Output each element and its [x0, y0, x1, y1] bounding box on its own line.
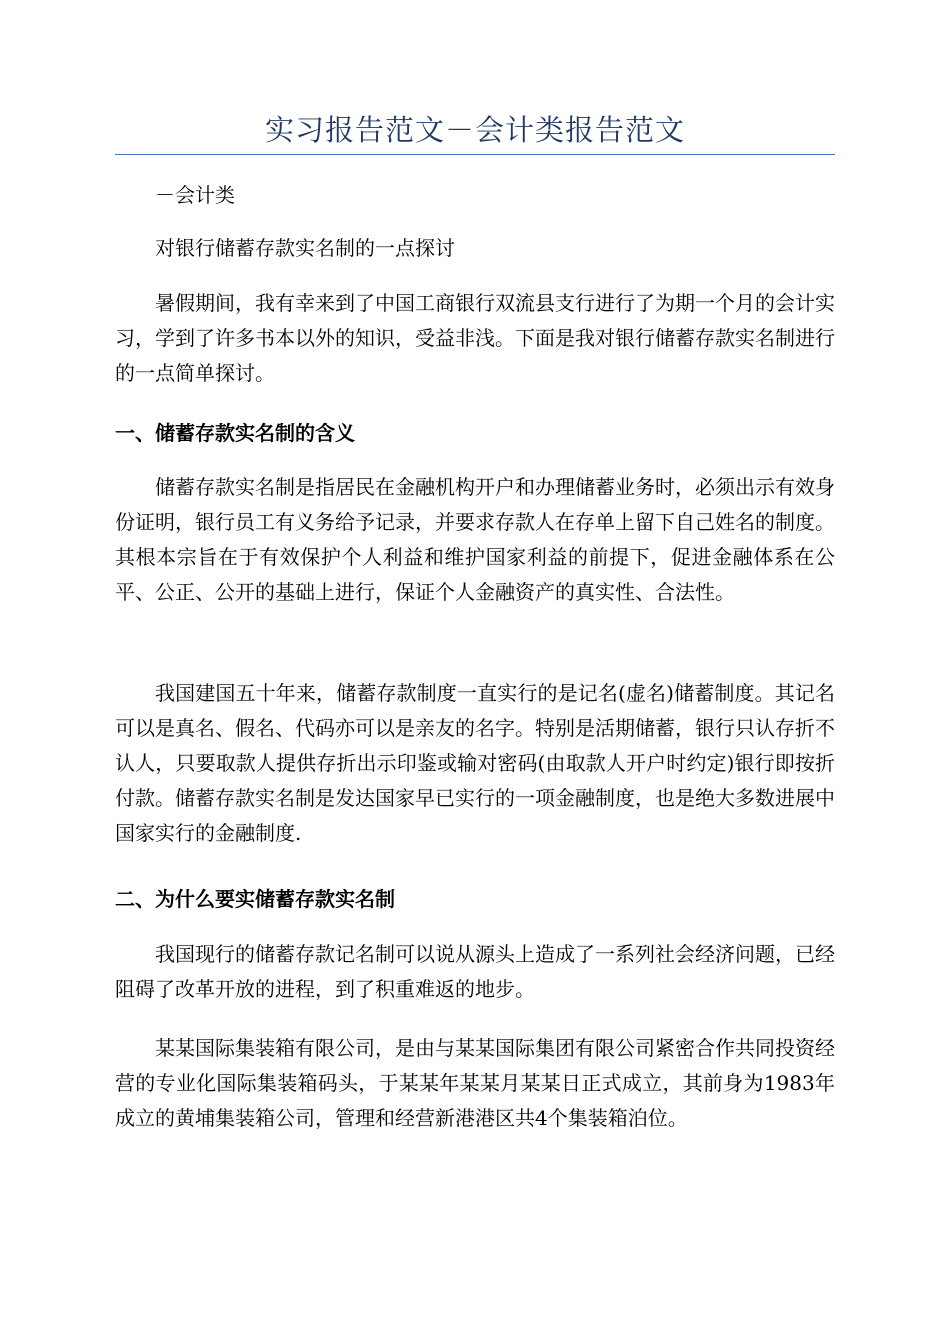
- document-title: 实习报告范文－会计类报告范文: [264, 113, 685, 147]
- section-heading-2: 二、为什么要实储蓄存款实名制: [115, 887, 395, 911]
- section2-paragraph-1: 我国现行的储蓄存款记名制可以说从源头上造成了一系列社会经济问题，已经阻碍了改革开放的进程，到了积重难返的地步。: [115, 942, 835, 1001]
- section1-paragraph-1: 储蓄存款实名制是指居民在金融机构开户和办理储蓄业务时，必须出示有效身份证明，银行员工有义务给予记录，并要求存款人在存单上留下自己姓名的制度。其根本宗旨在于有效保护个人利益和维护国家利益的前提下，促进金融体系在公平、公正、公开的基础上进行，保证个人金融资产的真实性、合法性。: [115, 475, 835, 604]
- section2-paragraph-2: 某某国际集装箱有限公司，是由与某某国际集团有限公司紧密合作共同投资经营的专业化国际集装箱码头，于某某年某某月某某日正式成立，其前身为1983年成立的黄埔集装箱公司，管理和经营新港港区共4个集装箱泊位。: [115, 1036, 835, 1130]
- section-heading-1: 一、储蓄存款实名制的含义: [115, 421, 355, 445]
- title-underline: [115, 154, 835, 155]
- section1-paragraph-2: 我国建国五十年来，储蓄存款制度一直实行的是记名(虚名)储蓄制度。其记名可以是真名、假名、代码亦可以是亲友的名字。特别是活期储蓄，银行只认存折不认人，只要取款人提供存折出示印鉴或输对密码(由取款人开户时约定)银行即按折付款。储蓄存款实名制是发达国家早已实行的一项金融制度，也是绝大多数进展中国家实行的金融制度.: [115, 681, 835, 845]
- intro-paragraph: 暑假期间，我有幸来到了中国工商银行双流县支行进行了为期一个月的会计实习，学到了许多书本以外的知识，受益非浅。下面是我对银行储蓄存款实名制进行的一点简单探讨。: [115, 291, 835, 385]
- article-subtitle: 对银行储蓄存款实名制的一点探讨: [155, 236, 455, 260]
- category-line: －会计类: [155, 183, 235, 207]
